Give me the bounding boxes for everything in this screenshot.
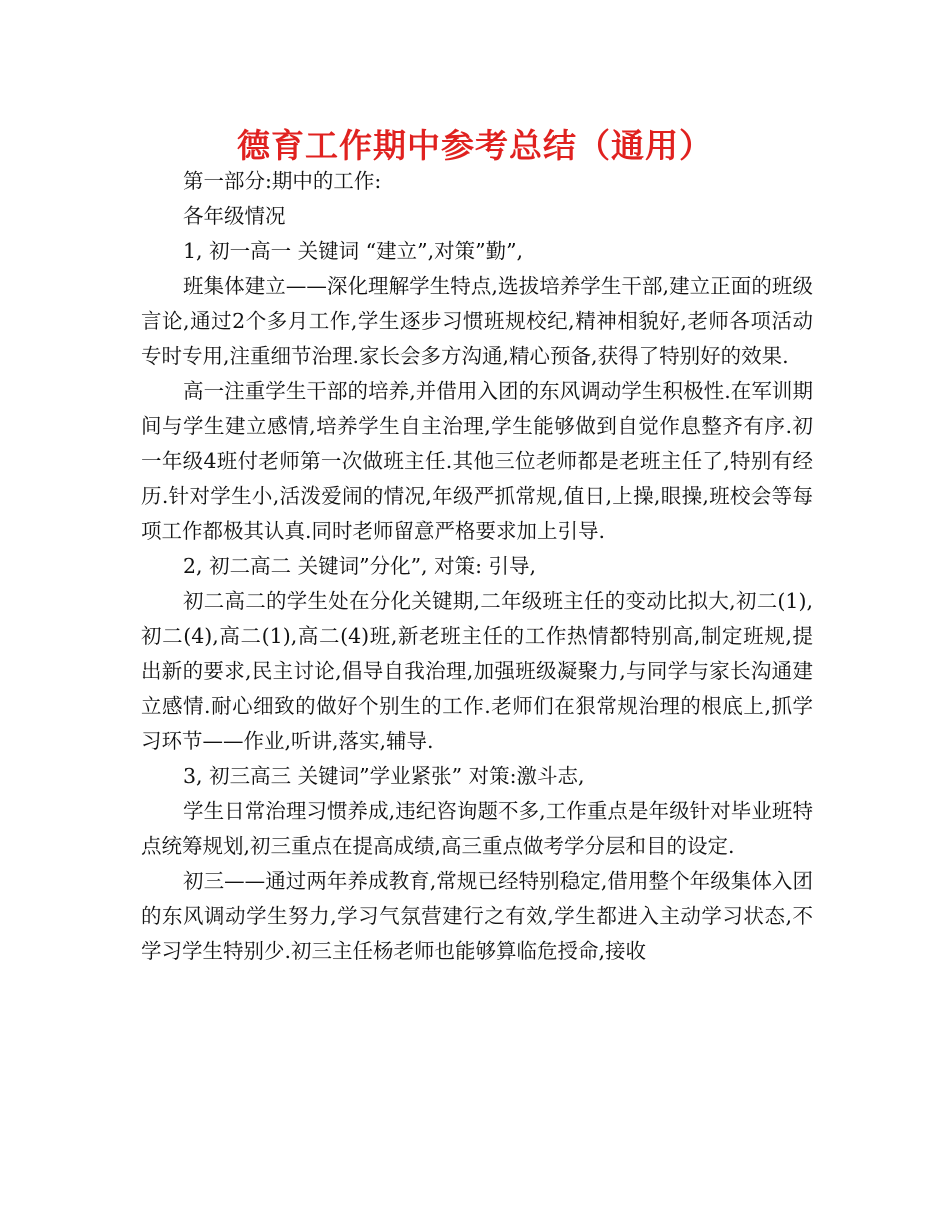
paragraph: 1, 初一高一 关键词 “建立”,对策”勤”, xyxy=(183,239,524,263)
paragraph: 第一部分:期中的工作: xyxy=(183,169,382,193)
document-body xyxy=(141,164,813,969)
paragraph: 高一注重学生干部的培养,并借用入团的东风调动学生积极性.在军训期间与学生建立感情,培养学生自主治理,学生能够做到自觉作息整齐有序.初一年级4班付老师第一次做班主任.其他三位老师都是老班主任了,特别有经历.针对学生小,活泼爱闹的情况,年级严抓常规,值日,上操,眼操,班校会等每项工作都极其认真.同时老师留意严格要求加上引导. xyxy=(141,379,813,543)
paragraph: 2, 初二高二 关键词”分化”, 对策: 引导, xyxy=(183,554,537,578)
paragraph: 初二高二的学生处在分化关键期,二年级班主任的变动比拟大,初二(1),初二(4),高二(1),高二(4)班,新老班主任的工作热情都特别高,制定班规,提出新的要求,民主讨论,倡导自我治理,加强班级凝聚力,与同学与家长沟通建立感情.耐心细致的做好个别生的工作.老师们在狠常规治理的根底上,抓学习环节——作业,听讲,落实,辅导. xyxy=(141,589,813,753)
paragraph: 班集体建立——深化理解学生特点,选拔培养学生干部,建立正面的班级言论,通过2个多月工作,学生逐步习惯班规校纪,精神相貌好,老师各项活动专时专用,注重细节治理.家长会多方沟通,精心预备,获得了特别好的效果. xyxy=(141,274,813,368)
paragraph: 各年级情况 xyxy=(183,204,286,228)
paragraph: 3, 初三高三 关键词”学业紧张” 对策:激斗志, xyxy=(183,764,585,788)
paragraph: 学生日常治理习惯养成,违纪咨询题不多,工作重点是年级针对毕业班特点统筹规划,初三重点在提高成绩,高三重点做考学分层和目的设定. xyxy=(141,799,813,858)
paragraph: 初三——通过两年养成教育,常规已经特别稳定,借用整个年级集体入团的东风调动学生努力,学习气氛营建行之有效,学生都进入主动学习状态,不学习学生特别少.初三主任杨老师也能够算临危授命,接收 xyxy=(141,869,813,963)
document-title: 德育工作期中参考总结（通用） xyxy=(237,126,713,165)
